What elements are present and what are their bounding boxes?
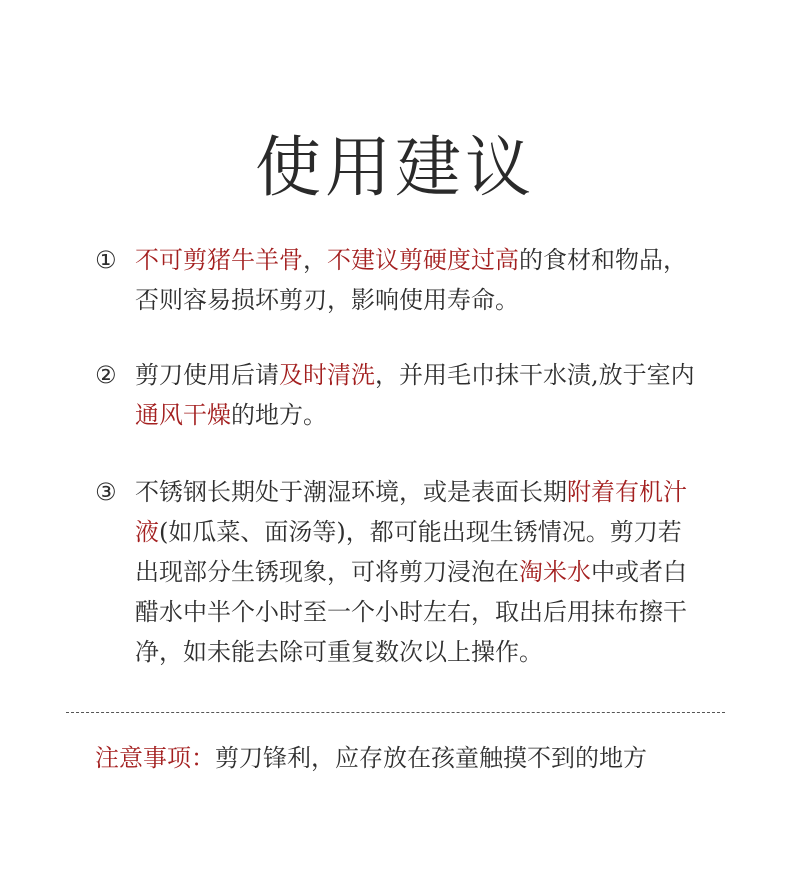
plain-text: ， bbox=[303, 246, 327, 274]
advice-text bbox=[135, 472, 705, 672]
item-number: ③ bbox=[95, 478, 117, 506]
advice-text bbox=[135, 355, 705, 435]
caution-text: 剪刀锋利，应存放在孩童触摸不到的地方 bbox=[215, 744, 647, 772]
page-title: 使用建议 bbox=[255, 129, 535, 207]
plain-text: 剪刀使用后请 bbox=[135, 361, 279, 389]
highlight-text: 不可剪猪牛羊骨 bbox=[135, 246, 303, 274]
plain-text: ，并用毛巾抹干水渍,放于室内 bbox=[375, 361, 695, 389]
plain-text: 的地方。 bbox=[231, 401, 327, 429]
highlight-text: 通风干燥 bbox=[135, 401, 231, 429]
caution-label: 注意事项： bbox=[95, 744, 215, 772]
dashed-divider bbox=[66, 712, 725, 713]
plain-text: 中或者白醋水中半个小时至一个小时左右，取出后用抹布擦干净，如未能去除可重复数次以上操作。 bbox=[135, 558, 687, 666]
item-number: ② bbox=[95, 361, 117, 389]
plain-text: 不锈钢长期处于潮湿环境，或是表面长期 bbox=[135, 478, 567, 506]
highlight-text: 附着有机汁液 bbox=[135, 478, 687, 546]
highlight-text: 淘米水 bbox=[519, 558, 591, 586]
advice-item-2 bbox=[95, 355, 705, 435]
highlight-text: 及时清洗 bbox=[279, 361, 375, 389]
advice-text bbox=[135, 240, 705, 320]
plain-text: 的食材和物品，否则容易损坏剪刃，影响使用寿命。 bbox=[135, 246, 687, 314]
plain-text: (如瓜菜、面汤等)，都可能出现生锈情况。剪刀若出现部分生锈现象，可将剪刀浸泡在 bbox=[135, 518, 682, 586]
highlight-text: 不建议剪硬度过高 bbox=[327, 246, 519, 274]
advice-item-3 bbox=[95, 472, 705, 672]
item-number: ① bbox=[95, 246, 117, 274]
caution-note bbox=[95, 738, 735, 778]
advice-item-1 bbox=[95, 240, 705, 320]
